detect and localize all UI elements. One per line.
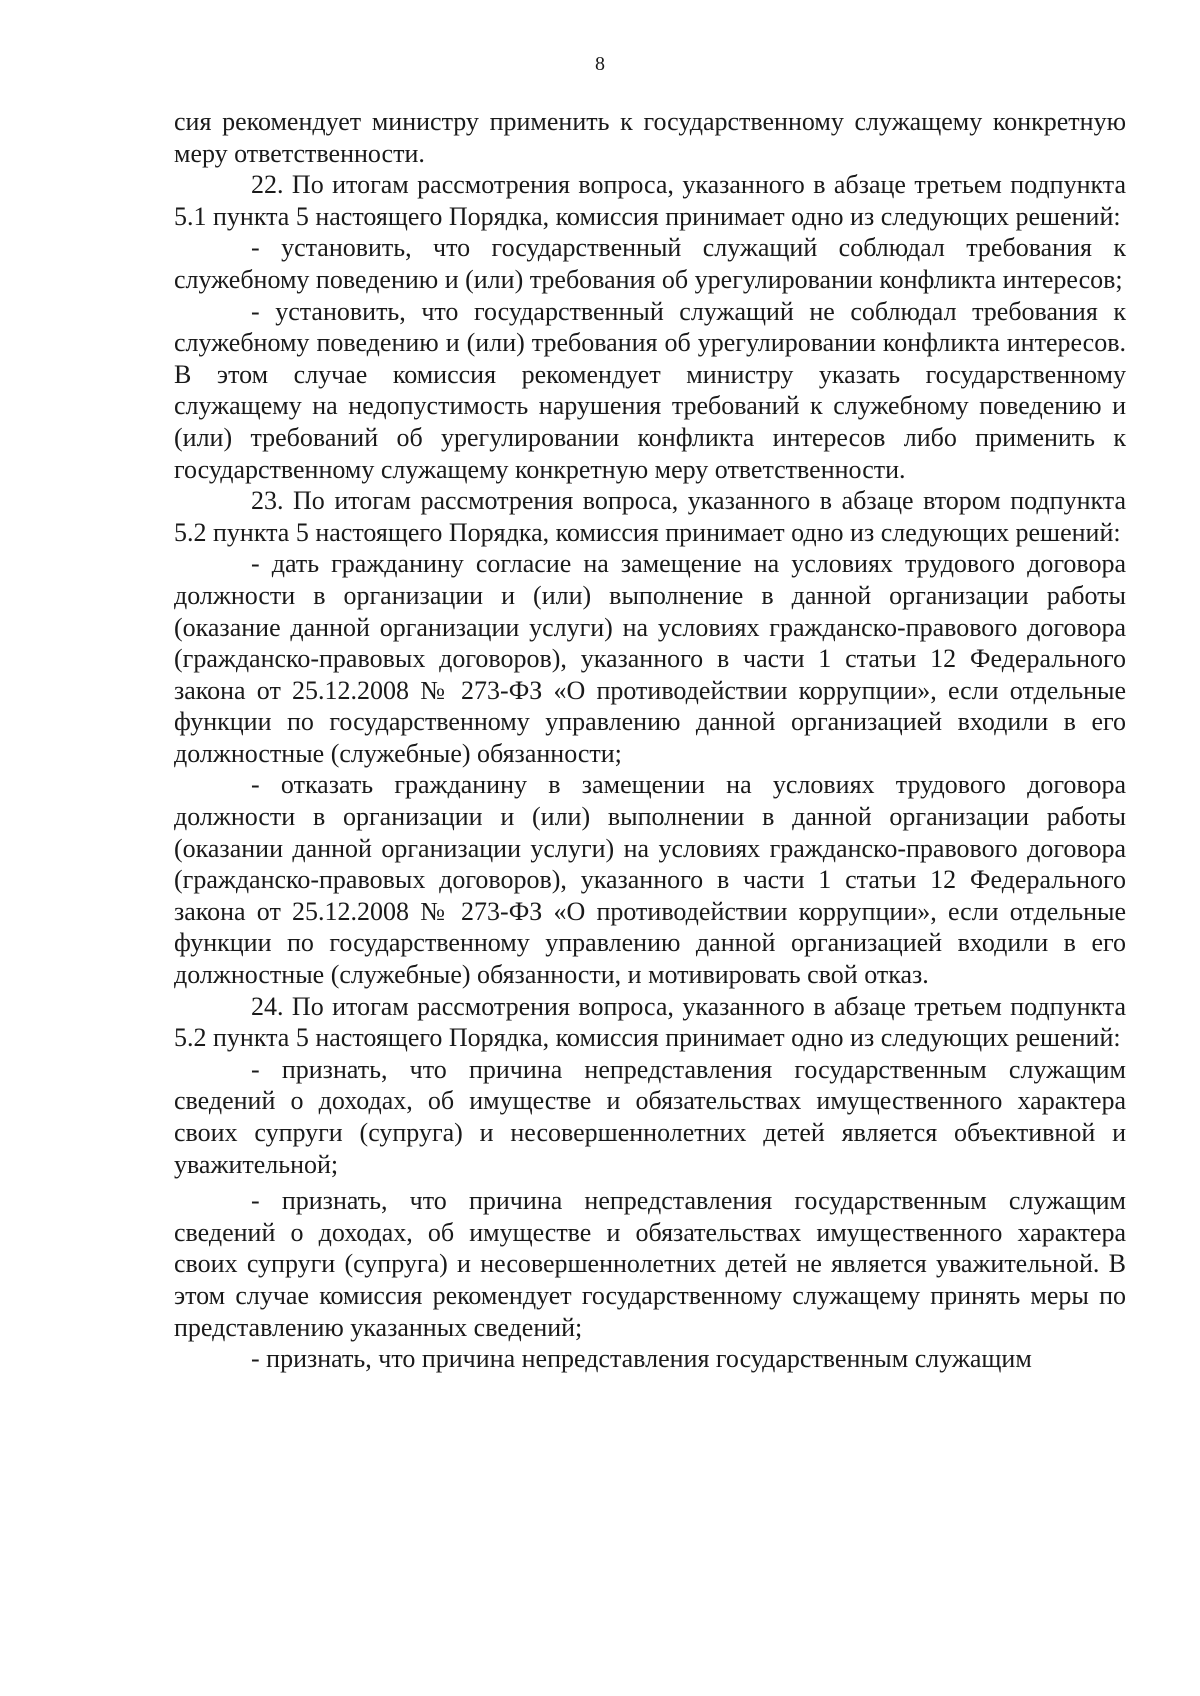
- paragraph-item-23: 23. По итогам рассмотрения вопроса, указанного в абзаце втором подпункта 5.2 пункта 5 настоящего Порядка, комиссия принимает одно из следующих решений:: [174, 486, 1126, 547]
- paragraph-option: - признать, что причина непредставления государственным служащим сведений о доходах, об имуществе и обязательствах имущественного характера своих супруги (супруга) и несовершеннолетних детей не является уважительной. В этом случае комиссия рекомендует государственному служащему принять меры по представлению указанных сведений;: [174, 1186, 1126, 1342]
- paragraph-option: - установить, что государственный служащий не соблюдал требования к служебному поведению и (или) требования об урегулировании конфликта интересов. В этом случае комиссия рекомендует министру указать государственному служащему на недопустимость нарушения требований к служебному поведению и (или) требований об урегулировании конфликта интересов либо применить к государственному служащему конкретную меру ответственности.: [174, 296, 1126, 484]
- page-number: 8: [595, 53, 605, 75]
- paragraph-option: - отказать гражданину в замещении на условиях трудового договора должности в организации и (или) выполнении в данной организации работы (оказании данной организации услуги) на условиях гражданско-правового договора (гражданско-правовых договоров), указанного в части 1 статьи 12 Федерального закона от 25.12.2008 № 273-ФЗ «О противодействии коррупции», если отдельные функции по государственному управлению данной организацией входили в его должностные (служебные) обязанности, и мотивировать свой отказ.: [174, 770, 1126, 990]
- paragraph-item-24: 24. По итогам рассмотрения вопроса, указанного в абзаце третьем подпункта 5.2 пункта 5 настоящего Порядка, комиссия принимает одно из следующих решений:: [174, 991, 1126, 1053]
- document-body: [174, 106, 1126, 1375]
- paragraph-option: - дать гражданину согласие на замещение на условиях трудового договора должности в организации и (или) выполнение в данной организации работы (оказание данной организации услуги) на условиях гражданско-правового договора (гражданско-правовых договоров), указанного в части 1 статьи 12 Федерального закона от 25.12.2008 № 273-ФЗ «О противодействии коррупции», если отдельные функции по государственному управлению данной организацией входили в его должностные (служебные) обязанности;: [174, 549, 1126, 768]
- paragraph-option: - установить, что государственный служащий соблюдал требования к служебному поведению и (или) требования об урегулировании конфликта интересов;: [174, 233, 1126, 294]
- paragraph-option: - признать, что причина непредставления государственным служащим сведений о доходах, об имуществе и обязательствах имущественного характера своих супруги (супруга) и несовершеннолетних детей является объективной и уважительной;: [174, 1054, 1126, 1179]
- paragraph-continuation: сия рекомендует министру применить к государственному служащему конкретную меру ответственности.: [174, 107, 1126, 168]
- paragraph-item-22: 22. По итогам рассмотрения вопроса, указанного в абзаце третьем подпункта 5.1 пункта 5 настоящего Порядка, комиссия принимает одно из следующих решений:: [174, 170, 1126, 231]
- paragraph-option-truncated: - признать, что причина непредставления государственным служащим: [251, 1344, 1032, 1374]
